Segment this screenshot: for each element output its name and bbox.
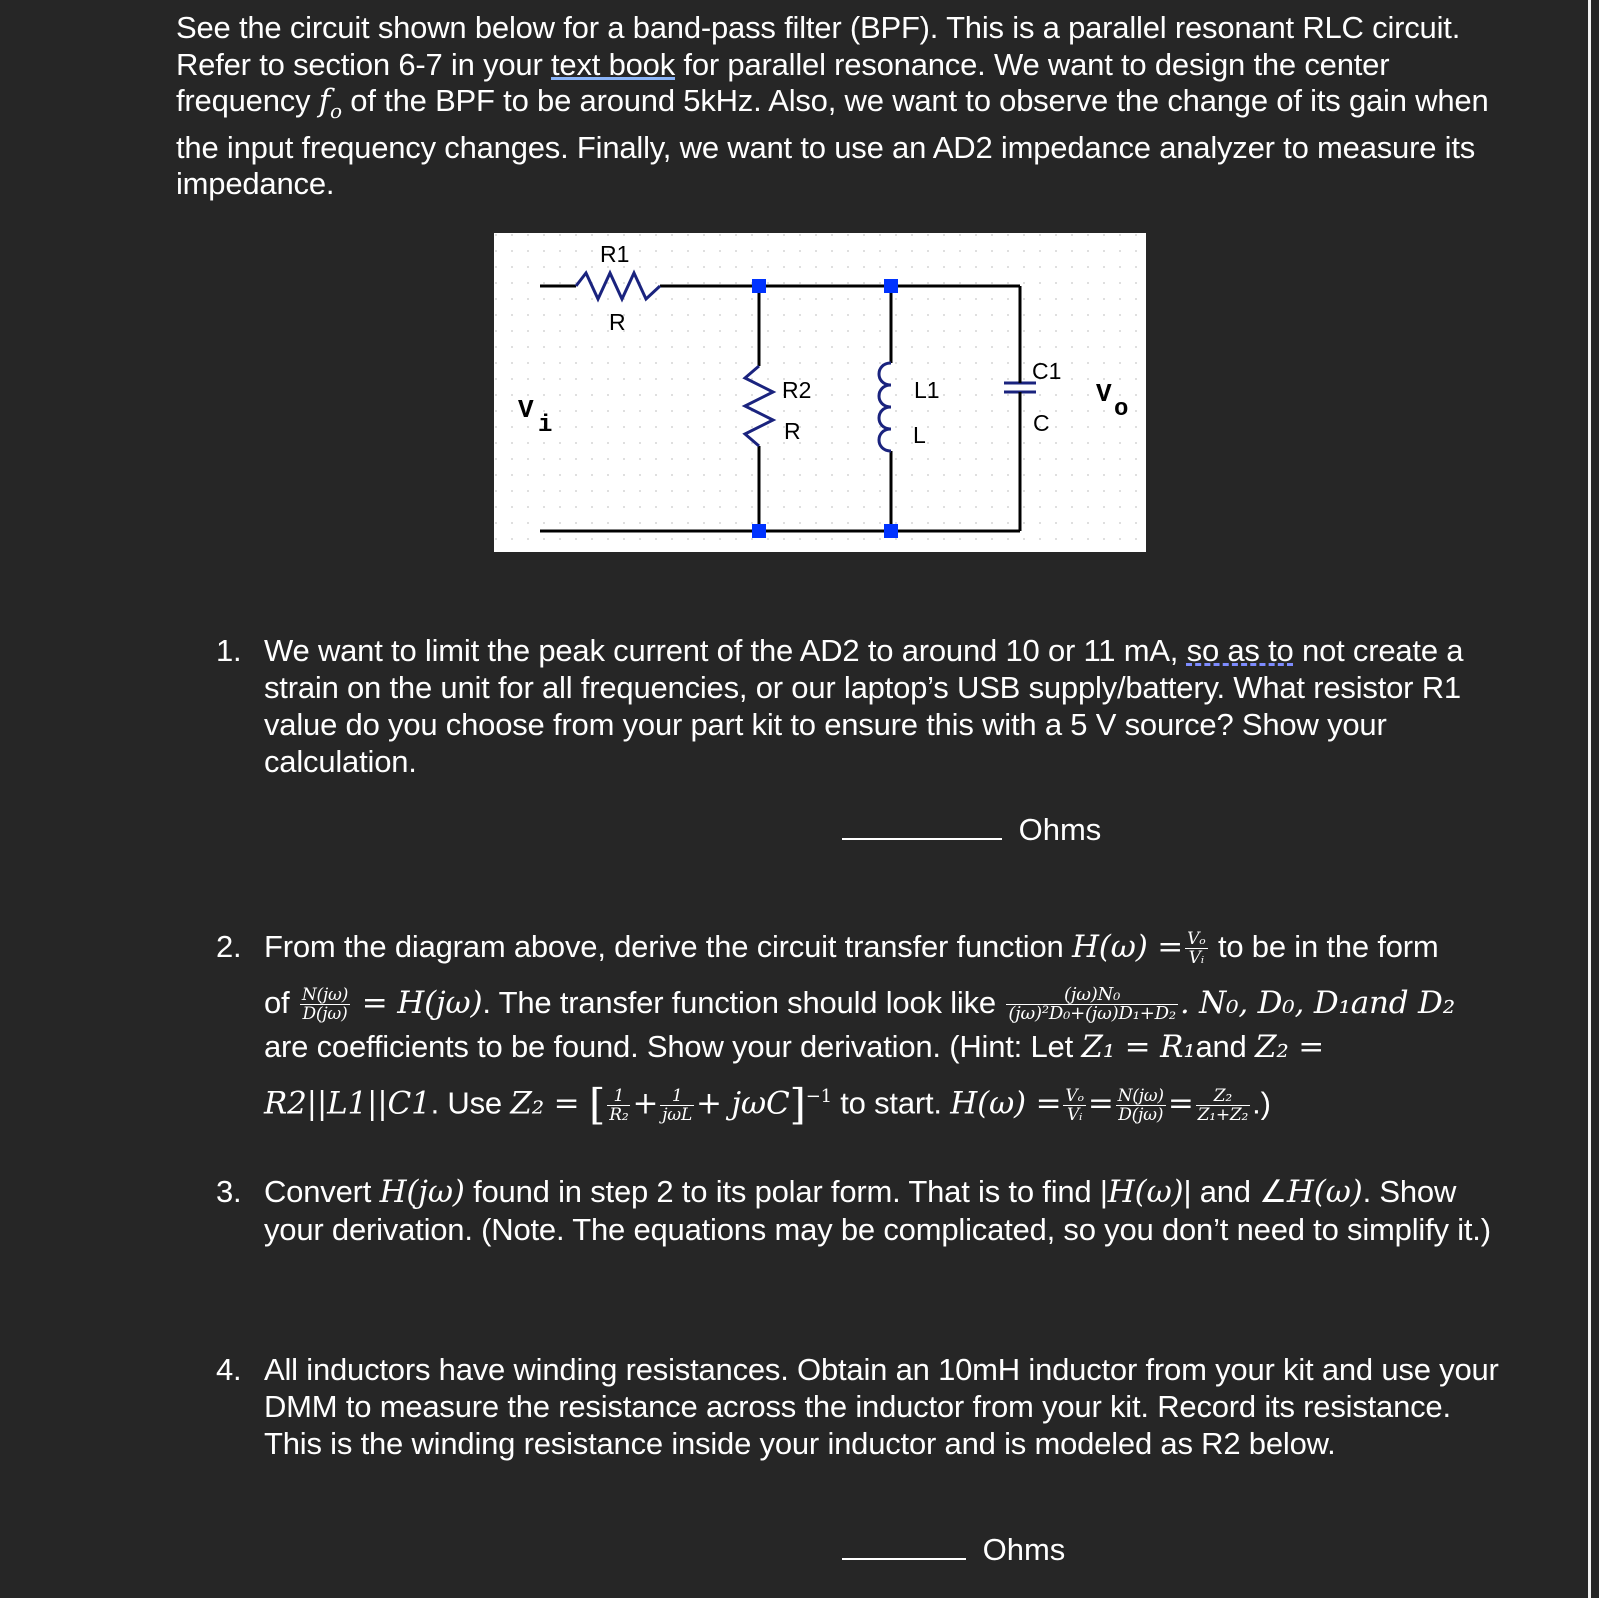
r2-answer-line[interactable]	[842, 1532, 1065, 1568]
grid-dots	[494, 233, 1146, 552]
vi-subscript: i	[538, 412, 553, 439]
r1-value: R	[609, 309, 626, 335]
question-4-text: All inductors have winding resistances. Obtain an 10mH inductor from your kit and use your DMM to measure the resistance across the inductor from your kit. Record its resistance. This is the winding resistance inside your inductor and is modeled as R2 below.	[264, 1352, 1499, 1461]
vo-label: V	[1096, 379, 1112, 409]
r2-value: R	[784, 418, 801, 444]
l1-label: L1	[914, 377, 940, 403]
question-3-text: Convert H(jω) found in step 2 to its polar form. That is to find |H(ω)| and ∠H(ω). Show your derivation. (Note. The equations may be complicated, so you don’t need to simplify it.)	[264, 1174, 1491, 1247]
circuit-diagram	[494, 233, 1146, 552]
question-1-text: We want to limit the peak current of the AD2 to around 10 or 11 mA, so as to not create a strain on the unit for all frequencies, or our laptop’s USB supply/battery. What resistor R1 value do you choose from your part kit to ensure this with a 5 V source? Show your calculation.	[264, 633, 1464, 779]
r1-answer-line[interactable]	[842, 812, 1101, 848]
page-edge	[1588, 0, 1591, 1598]
r1-answer-unit: Ohms	[1018, 812, 1102, 847]
vo-subscript: o	[1114, 396, 1129, 423]
r2-label: R2	[782, 377, 812, 403]
question-2-text: From the diagram above, derive the circuit transfer function H(ω) = $\frac{\text{Vₒ}}{\text{Vᵢ}}$ to be in the form of $\frac{N(j\omega)}{D(j\omega)}$ = H(jω). The transfer function should look like $\frac{\text{(jω)N₀}}{\text{(jω)²D₀+(jω)D₁+D₂}}$ . N₀, D₀, D₁and D₂ are coefficients to be found. Show your derivation. (Hint: Let Z₁ = R₁and Z₂ = R2||L1||C1. Use Z₂ = [ $\frac{1}{\text{R₂}}$ + $\frac{1}{\text{jωL}}$ + jωC]$^{-1}$ to start. H(ω) = $\frac{\text{Vₒ}}{\text{Vᵢ}}$ = $\frac{N(j\omega)}{D(j\omega)}$ = $\frac{\text{Z₂}}{\text{Z₁+Z₂}}$ .)	[264, 929, 1455, 1130]
r1-label: R1	[600, 241, 630, 267]
l1-value: L	[913, 422, 926, 448]
vi-label: V	[518, 395, 534, 425]
c1-value: C	[1033, 410, 1050, 436]
r2-answer-unit: Ohms	[982, 1532, 1066, 1567]
c1-label: C1	[1032, 358, 1062, 384]
textbook-link[interactable]: text book	[551, 46, 676, 82]
intro-paragraph: See the circuit shown below for a band-pass filter (BPF). This is a parallel resonant RLC circuit. Refer to section 6-7 in your text book for parallel resonance. We want to design the center frequency $f_o$ of the BPF to be around 5kHz. Also, we want to observe the change of its gain when the input frequency changes. Finally, we want to use an AD2 impedance analyzer to measure its impedance.	[176, 10, 1489, 202]
